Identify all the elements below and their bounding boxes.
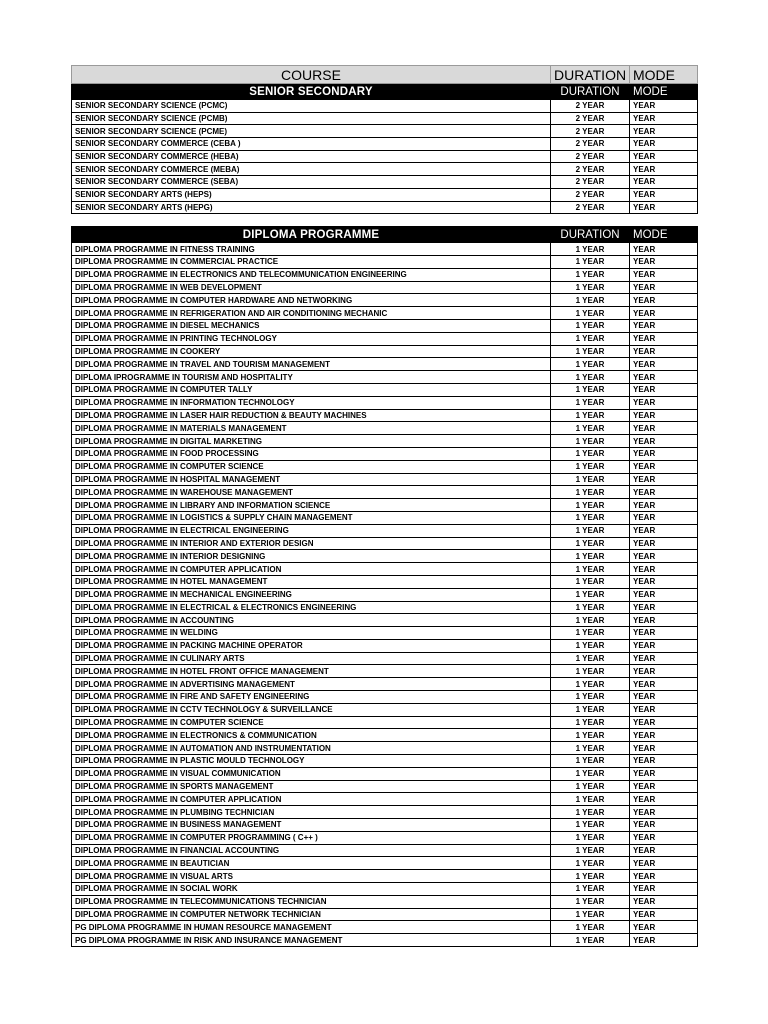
course-cell: DIPLOMA PROGRAMME IN FINANCIAL ACCOUNTING (72, 844, 551, 857)
mode-cell: YEAR (630, 767, 698, 780)
duration-cell: 1 YEAR (551, 729, 630, 742)
table-row (72, 460, 698, 473)
course-cell: DIPLOMA PROGRAMME IN MECHANICAL ENGINEERING (72, 588, 551, 601)
mode-cell: YEAR (630, 150, 698, 163)
mode-cell: YEAR (630, 844, 698, 857)
table-row (72, 307, 698, 320)
table-row (72, 447, 698, 460)
course-cell: DIPLOMA PROGRAMME IN BEAUTICIAN (72, 857, 551, 870)
course-cell: DIPLOMA PROGRAMME IN ELECTRICAL ENGINEERING (72, 524, 551, 537)
course-cell: DIPLOMA PROGRAMME IN SOCIAL WORK (72, 883, 551, 896)
section-gap (71, 214, 697, 226)
table-row (72, 537, 698, 550)
table-row (72, 793, 698, 806)
mode-cell: YEAR (630, 396, 698, 409)
table-row (72, 665, 698, 678)
mode-cell: YEAR (630, 473, 698, 486)
diploma-section-header (72, 227, 698, 243)
mode-cell: YEAR (630, 294, 698, 307)
mode-cell: YEAR (630, 281, 698, 294)
mode-cell: YEAR (630, 895, 698, 908)
course-cell: DIPLOMA PROGRAMME IN COMPUTER APPLICATION (72, 793, 551, 806)
duration-cell: 1 YEAR (551, 243, 630, 256)
table-row (72, 499, 698, 512)
table-row (72, 575, 698, 588)
course-cell: DIPLOMA PROGRAMME IN TELECOMMUNICATIONS TECHNICIAN (72, 895, 551, 908)
mode-cell: YEAR (630, 176, 698, 189)
mode-cell: YEAR (630, 358, 698, 371)
section-duration-label: DURATION (551, 227, 630, 243)
course-cell: DIPLOMA PROGRAMME IN COMPUTER APPLICATION (72, 563, 551, 576)
duration-cell: 1 YEAR (551, 639, 630, 652)
table-row (72, 639, 698, 652)
mode-cell: YEAR (630, 588, 698, 601)
table-row (72, 138, 698, 151)
table-row (72, 188, 698, 201)
table-row (72, 755, 698, 768)
diploma-table (71, 226, 698, 947)
duration-cell: 1 YEAR (551, 524, 630, 537)
course-cell: DIPLOMA PROGRAMME IN AUTOMATION AND INSTRUMENTATION (72, 742, 551, 755)
table-row (72, 870, 698, 883)
mode-cell: YEAR (630, 511, 698, 524)
duration-cell: 1 YEAR (551, 755, 630, 768)
diploma-rows (72, 243, 698, 947)
duration-cell: 1 YEAR (551, 703, 630, 716)
table-row (72, 627, 698, 640)
main-header-row (72, 66, 698, 84)
course-cell: DIPLOMA PROGRAMME IN PLASTIC MOULD TECHNOLOGY (72, 755, 551, 768)
duration-cell: 1 YEAR (551, 345, 630, 358)
mode-cell: YEAR (630, 307, 698, 320)
table-row (72, 780, 698, 793)
mode-cell: YEAR (630, 614, 698, 627)
course-cell: SENIOR SECONDARY ARTS (HEPG) (72, 201, 551, 214)
mode-cell: YEAR (630, 678, 698, 691)
course-cell: DIPLOMA PROGRAMME IN WAREHOUSE MANAGEMENT (72, 486, 551, 499)
mode-cell: YEAR (630, 268, 698, 281)
course-cell: SENIOR SECONDARY SCIENCE (PCMC) (72, 100, 551, 113)
mode-cell: YEAR (630, 499, 698, 512)
mode-cell: YEAR (630, 383, 698, 396)
course-cell: SENIOR SECONDARY SCIENCE (PCMB) (72, 112, 551, 125)
duration-cell: 1 YEAR (551, 601, 630, 614)
table-row (72, 100, 698, 113)
table-row (72, 112, 698, 125)
mode-cell: YEAR (630, 793, 698, 806)
duration-cell: 1 YEAR (551, 934, 630, 947)
table-row (72, 345, 698, 358)
duration-cell: 2 YEAR (551, 188, 630, 201)
table-row (72, 921, 698, 934)
course-cell: DIPLOMA PROGRAMME IN WEB DEVELOPMENT (72, 281, 551, 294)
duration-cell: 1 YEAR (551, 499, 630, 512)
mode-cell: YEAR (630, 831, 698, 844)
table-row (72, 716, 698, 729)
duration-cell: 1 YEAR (551, 409, 630, 422)
duration-cell: 1 YEAR (551, 294, 630, 307)
mode-cell: YEAR (630, 188, 698, 201)
mode-cell: YEAR (630, 345, 698, 358)
duration-cell: 1 YEAR (551, 422, 630, 435)
mode-cell: YEAR (630, 883, 698, 896)
course-cell: DIPLOMA PROGRAMME IN HOSPITAL MANAGEMENT (72, 473, 551, 486)
duration-cell: 1 YEAR (551, 908, 630, 921)
duration-cell: 1 YEAR (551, 921, 630, 934)
mode-cell: YEAR (630, 112, 698, 125)
course-cell: DIPLOMA IPROGRAMME IN TOURISM AND HOSPITALITY (72, 371, 551, 384)
course-cell: DIPLOMA PROGRAMME IN REFRIGERATION AND AIR CONDITIONING MECHANIC (72, 307, 551, 320)
mode-cell: YEAR (630, 934, 698, 947)
table-row (72, 934, 698, 947)
mode-cell: YEAR (630, 537, 698, 550)
table-row (72, 435, 698, 448)
course-cell: DIPLOMA PROGRAMME IN FOOD PROCESSING (72, 447, 551, 460)
course-cell: DIPLOMA PROGRAMME IN DIGITAL MARKETING (72, 435, 551, 448)
table-row (72, 588, 698, 601)
mode-cell: YEAR (630, 665, 698, 678)
mode-cell: YEAR (630, 601, 698, 614)
duration-cell: 1 YEAR (551, 319, 630, 332)
course-cell: DIPLOMA PROGRAMME IN ADVERTISING MANAGEMENT (72, 678, 551, 691)
mode-cell: YEAR (630, 921, 698, 934)
table-row (72, 255, 698, 268)
duration-cell: 1 YEAR (551, 396, 630, 409)
mode-cell: YEAR (630, 857, 698, 870)
mode-cell: YEAR (630, 755, 698, 768)
table-row (72, 652, 698, 665)
mode-cell: YEAR (630, 163, 698, 176)
duration-cell: 1 YEAR (551, 678, 630, 691)
course-cell: DIPLOMA PROGRAMME IN INTERIOR AND EXTERIOR DESIGN (72, 537, 551, 550)
course-cell: DIPLOMA PROGRAMME IN COMPUTER PROGRAMMING ( C++ ) (72, 831, 551, 844)
duration-cell: 1 YEAR (551, 691, 630, 704)
table-row (72, 473, 698, 486)
senior-secondary-section-header (72, 84, 698, 100)
mode-cell: YEAR (630, 691, 698, 704)
duration-cell: 1 YEAR (551, 588, 630, 601)
course-cell: DIPLOMA PROGRAMME IN FIRE AND SAFETY ENGINEERING (72, 691, 551, 704)
mode-cell: YEAR (630, 742, 698, 755)
mode-cell: YEAR (630, 125, 698, 138)
course-cell: PG DIPLOMA PROGRAMME IN RISK AND INSURANCE MANAGEMENT (72, 934, 551, 947)
duration-cell: 1 YEAR (551, 563, 630, 576)
course-cell: DIPLOMA PROGRAMME IN COMMERCIAL PRACTICE (72, 255, 551, 268)
course-column-header: COURSE (72, 66, 551, 84)
mode-cell: YEAR (630, 447, 698, 460)
table-row (72, 908, 698, 921)
course-cell: DIPLOMA PROGRAMME IN ELECTRONICS & COMMUNICATION (72, 729, 551, 742)
mode-cell: YEAR (630, 460, 698, 473)
table-row (72, 281, 698, 294)
course-cell: DIPLOMA PROGRAMME IN LASER HAIR REDUCTION & BEAUTY MACHINES (72, 409, 551, 422)
table-row (72, 819, 698, 832)
table-row (72, 844, 698, 857)
course-cell: DIPLOMA PROGRAMME IN ELECTRONICS AND TELECOMMUNICATION ENGINEERING (72, 268, 551, 281)
course-cell: DIPLOMA PROGRAMME IN INTERIOR DESIGNING (72, 550, 551, 563)
mode-cell: YEAR (630, 716, 698, 729)
table-row (72, 422, 698, 435)
course-cell: DIPLOMA PROGRAMME IN COOKERY (72, 345, 551, 358)
course-cell: SENIOR SECONDARY ARTS (HEPS) (72, 188, 551, 201)
duration-cell: 1 YEAR (551, 895, 630, 908)
mode-cell: YEAR (630, 138, 698, 151)
mode-cell: YEAR (630, 870, 698, 883)
course-cell: DIPLOMA PROGRAMME IN HOTEL MANAGEMENT (72, 575, 551, 588)
table-row (72, 319, 698, 332)
duration-cell: 1 YEAR (551, 883, 630, 896)
duration-cell: 1 YEAR (551, 460, 630, 473)
duration-cell: 1 YEAR (551, 716, 630, 729)
mode-cell: YEAR (630, 780, 698, 793)
table-row (72, 563, 698, 576)
course-cell: DIPLOMA PROGRAMME IN CCTV TECHNOLOGY & SURVEILLANCE (72, 703, 551, 716)
duration-cell: 1 YEAR (551, 435, 630, 448)
table-row (72, 857, 698, 870)
mode-cell: YEAR (630, 563, 698, 576)
duration-cell: 2 YEAR (551, 176, 630, 189)
duration-cell: 1 YEAR (551, 870, 630, 883)
table-row (72, 486, 698, 499)
course-cell: DIPLOMA PROGRAMME IN COMPUTER SCIENCE (72, 716, 551, 729)
table-row (72, 703, 698, 716)
duration-cell: 1 YEAR (551, 575, 630, 588)
course-cell: DIPLOMA PROGRAMME IN ACCOUNTING (72, 614, 551, 627)
duration-cell: 2 YEAR (551, 112, 630, 125)
section-mode-label: MODE (630, 227, 698, 243)
duration-cell: 2 YEAR (551, 125, 630, 138)
senior-secondary-table (71, 65, 698, 214)
mode-cell: YEAR (630, 652, 698, 665)
senior-secondary-rows (72, 100, 698, 214)
table-row (72, 550, 698, 563)
table-row (72, 742, 698, 755)
duration-cell: 1 YEAR (551, 857, 630, 870)
duration-cell: 1 YEAR (551, 307, 630, 320)
duration-cell: 1 YEAR (551, 255, 630, 268)
course-cell: DIPLOMA PROGRAMME IN SPORTS MANAGEMENT (72, 780, 551, 793)
duration-cell: 1 YEAR (551, 831, 630, 844)
duration-cell: 1 YEAR (551, 780, 630, 793)
table-row (72, 176, 698, 189)
duration-cell: 2 YEAR (551, 201, 630, 214)
course-cell: DIPLOMA PROGRAMME IN COMPUTER HARDWARE AND NETWORKING (72, 294, 551, 307)
course-cell: DIPLOMA PROGRAMME IN PRINTING TECHNOLOGY (72, 332, 551, 345)
duration-cell: 1 YEAR (551, 268, 630, 281)
table-row (72, 268, 698, 281)
course-cell: DIPLOMA PROGRAMME IN INFORMATION TECHNOLOGY (72, 396, 551, 409)
course-cell: DIPLOMA PROGRAMME IN HOTEL FRONT OFFICE MANAGEMENT (72, 665, 551, 678)
duration-cell: 1 YEAR (551, 793, 630, 806)
duration-cell: 2 YEAR (551, 138, 630, 151)
section-mode-label: MODE (630, 84, 698, 100)
table-row (72, 409, 698, 422)
section-duration-label: DURATION (551, 84, 630, 100)
mode-cell: YEAR (630, 435, 698, 448)
table-row (72, 883, 698, 896)
course-cell: DIPLOMA PROGRAMME IN BUSINESS MANAGEMENT (72, 819, 551, 832)
table-row (72, 383, 698, 396)
mode-cell: YEAR (630, 201, 698, 214)
mode-cell: YEAR (630, 422, 698, 435)
course-cell: DIPLOMA PROGRAMME IN WELDING (72, 627, 551, 640)
table-row (72, 511, 698, 524)
mode-column-header: MODE (630, 66, 698, 84)
table-row (72, 767, 698, 780)
course-cell: DIPLOMA PROGRAMME IN PACKING MACHINE OPERATOR (72, 639, 551, 652)
table-row (72, 614, 698, 627)
mode-cell: YEAR (630, 332, 698, 345)
mode-cell: YEAR (630, 550, 698, 563)
table-row (72, 294, 698, 307)
table-row (72, 150, 698, 163)
table-row (72, 358, 698, 371)
table-row (72, 524, 698, 537)
course-cell: DIPLOMA PROGRAMME IN FITNESS TRAINING (72, 243, 551, 256)
duration-cell: 1 YEAR (551, 447, 630, 460)
course-cell: DIPLOMA PROGRAMME IN VISUAL ARTS (72, 870, 551, 883)
course-cell: DIPLOMA PROGRAMME IN MATERIALS MANAGEMENT (72, 422, 551, 435)
duration-column-header: DURATION (551, 66, 630, 84)
course-cell: SENIOR SECONDARY COMMERCE (HEBA) (72, 150, 551, 163)
course-cell: DIPLOMA PROGRAMME IN PLUMBING TECHNICIAN (72, 806, 551, 819)
table-row (72, 371, 698, 384)
duration-cell: 1 YEAR (551, 614, 630, 627)
duration-cell: 1 YEAR (551, 332, 630, 345)
mode-cell: YEAR (630, 371, 698, 384)
mode-cell: YEAR (630, 819, 698, 832)
course-sheet (71, 65, 697, 947)
mode-cell: YEAR (630, 908, 698, 921)
mode-cell: YEAR (630, 703, 698, 716)
section-title: SENIOR SECONDARY (72, 84, 551, 100)
course-cell: DIPLOMA PROGRAMME IN DIESEL MECHANICS (72, 319, 551, 332)
course-cell: SENIOR SECONDARY COMMERCE (SEBA) (72, 176, 551, 189)
course-cell: SENIOR SECONDARY COMMERCE (CEBA ) (72, 138, 551, 151)
mode-cell: YEAR (630, 575, 698, 588)
mode-cell: YEAR (630, 639, 698, 652)
course-cell: DIPLOMA PROGRAMME IN LIBRARY AND INFORMATION SCIENCE (72, 499, 551, 512)
table-row (72, 396, 698, 409)
mode-cell: YEAR (630, 409, 698, 422)
mode-cell: YEAR (630, 100, 698, 113)
table-row (72, 201, 698, 214)
table-row (72, 729, 698, 742)
mode-cell: YEAR (630, 486, 698, 499)
course-cell: DIPLOMA PROGRAMME IN COMPUTER TALLY (72, 383, 551, 396)
course-cell: DIPLOMA PROGRAMME IN COMPUTER SCIENCE (72, 460, 551, 473)
mode-cell: YEAR (630, 319, 698, 332)
duration-cell: 1 YEAR (551, 767, 630, 780)
table-row (72, 895, 698, 908)
course-cell: DIPLOMA PROGRAMME IN LOGISTICS & SUPPLY CHAIN MANAGEMENT (72, 511, 551, 524)
duration-cell: 1 YEAR (551, 537, 630, 550)
mode-cell: YEAR (630, 729, 698, 742)
table-row (72, 243, 698, 256)
mode-cell: YEAR (630, 627, 698, 640)
mode-cell: YEAR (630, 524, 698, 537)
course-cell: DIPLOMA PROGRAMME IN ELECTRICAL & ELECTRONICS ENGINEERING (72, 601, 551, 614)
duration-cell: 1 YEAR (551, 652, 630, 665)
table-row (72, 691, 698, 704)
course-cell: PG DIPLOMA PROGRAMME IN HUMAN RESOURCE MANAGEMENT (72, 921, 551, 934)
duration-cell: 1 YEAR (551, 383, 630, 396)
course-cell: SENIOR SECONDARY COMMERCE (MEBA) (72, 163, 551, 176)
duration-cell: 1 YEAR (551, 819, 630, 832)
course-cell: DIPLOMA PROGRAMME IN TRAVEL AND TOURISM MANAGEMENT (72, 358, 551, 371)
table-row (72, 806, 698, 819)
duration-cell: 1 YEAR (551, 486, 630, 499)
table-row (72, 125, 698, 138)
course-cell: DIPLOMA PROGRAMME IN VISUAL COMMUNICATION (72, 767, 551, 780)
duration-cell: 2 YEAR (551, 150, 630, 163)
section-title: DIPLOMA PROGRAMME (72, 227, 551, 243)
course-cell: SENIOR SECONDARY SCIENCE (PCME) (72, 125, 551, 138)
table-row (72, 678, 698, 691)
course-cell: DIPLOMA PROGRAMME IN CULINARY ARTS (72, 652, 551, 665)
course-cell: DIPLOMA PROGRAMME IN COMPUTER NETWORK TECHNICIAN (72, 908, 551, 921)
table-row (72, 163, 698, 176)
duration-cell: 1 YEAR (551, 665, 630, 678)
table-row (72, 332, 698, 345)
mode-cell: YEAR (630, 243, 698, 256)
duration-cell: 1 YEAR (551, 742, 630, 755)
duration-cell: 1 YEAR (551, 844, 630, 857)
duration-cell: 2 YEAR (551, 163, 630, 176)
duration-cell: 2 YEAR (551, 100, 630, 113)
duration-cell: 1 YEAR (551, 511, 630, 524)
duration-cell: 1 YEAR (551, 358, 630, 371)
mode-cell: YEAR (630, 806, 698, 819)
duration-cell: 1 YEAR (551, 371, 630, 384)
duration-cell: 1 YEAR (551, 473, 630, 486)
duration-cell: 1 YEAR (551, 806, 630, 819)
duration-cell: 1 YEAR (551, 550, 630, 563)
duration-cell: 1 YEAR (551, 281, 630, 294)
table-row (72, 601, 698, 614)
table-row (72, 831, 698, 844)
duration-cell: 1 YEAR (551, 627, 630, 640)
mode-cell: YEAR (630, 255, 698, 268)
